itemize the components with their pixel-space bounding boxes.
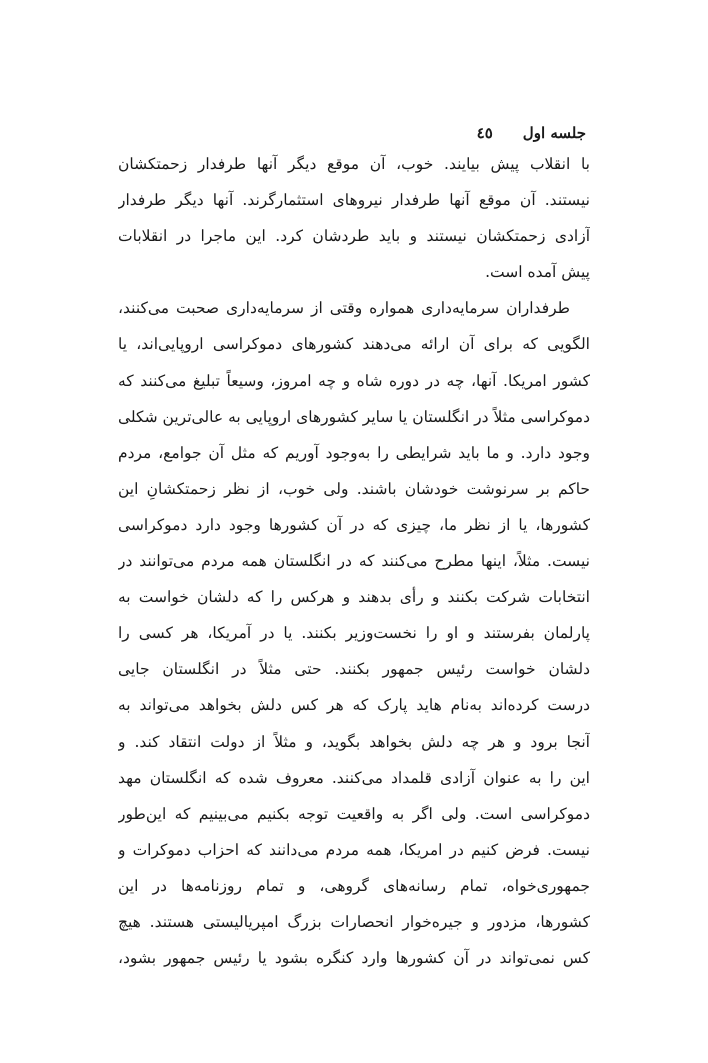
text-line: دموکراسی است. ولی اگر به واقعیت توجه بکنیم می‌بینیم که این‌طور [118, 804, 590, 823]
text-line: پارلمان بفرستند و او را نخست‌وزیر بکنند. یا در آمریکا، هر کسی را [118, 624, 590, 643]
text-line: نیستند. آن موقع آنها طرفدار نیروهای استثمارگرند. آنها دیگر طرفدار [118, 191, 590, 210]
page-header [477, 124, 586, 142]
text-line: این را به عنوان آزادی قلمداد می‌کنند. معروف شده که انگلستان مهد [118, 768, 590, 787]
text-line: الگویی که برای آن ارائه می‌دهند کشورهای دموکراسی اروپایی‌اند، یا [118, 335, 590, 354]
text-line: نیست. فرض کنیم در امریکا، همه مردم می‌دانند که احزاب دموکرات و [118, 840, 590, 859]
text-line: آنجا برود و هر چه دلش بخواهد بگوید، و مثلاً از دولت انتقاد کند. و [118, 732, 590, 751]
text-line: جمهوری‌خواه، تمام رسانه‌های گروهی، و تمام روزنامه‌ها در این [118, 876, 590, 895]
page-number: ٤٥ [476, 124, 493, 142]
text-line: کشور امریکا. آنها، چه در دوره شاه و چه امروز، وسیعاً تبلیغ می‌کنند که [118, 371, 590, 390]
text-line: درست کرده‌اند به‌نام هاید پارک که هر کس دلش بخواهد می‌تواند به [118, 696, 590, 715]
text-line: نیست. مثلاً، اینها مطرح می‌کنند که در انگلستان همه مردم می‌توانند در [118, 552, 590, 571]
text-line: کشورها، یا از نظر ما، چیزی که در آن کشورها وجود دارد دموکراسی [118, 515, 590, 534]
text-line: طرفداران سرمایه‌داری همواره وقتی از سرمایه‌داری صحبت می‌کنند، [118, 299, 570, 318]
text-line: انتخابات شرکت بکنند و رأی بدهند و هرکس را که دلشان خواست به [118, 588, 590, 607]
text-line: با انقلاب پیش بیایند. خوب، آن موقع دیگر آنها طرفدار زحمتکشان [118, 155, 590, 173]
text-line: آزادی زحمتکشان نیستند و باید طردشان کرد. این ماجرا در انقلابات [118, 227, 590, 246]
chapter-title: جلسه اول [522, 124, 586, 142]
text-line: کشورها، مزدور و جیره‌خوار انحصارات بزرگ امپریالیستی هستند. هیچ [118, 912, 590, 931]
text-line: حاکم بر سرنوشت خودشان باشند. ولی خوب، از نظر زحمتکشانِ این [118, 479, 590, 498]
text-line: دموکراسی مثلاً در انگلستان یا سایر کشورهای اروپایی به عالی‌ترین شکلی [118, 407, 590, 426]
body-text [118, 146, 590, 976]
text-line: دلشان خواست رئیس جمهور بکنند. حتی مثلاً در انگلستان جایی [118, 660, 590, 679]
text-line: پیش آمده است. [485, 263, 590, 282]
text-line: وجود دارد. و ما باید شرایطی را به‌وجود آوریم که مثل آن جوامع، مردم [118, 443, 590, 462]
text-line: کس نمی‌تواند در آن کشورها وارد کنگره بشود یا رئیس جمهور بشود، [118, 949, 590, 968]
